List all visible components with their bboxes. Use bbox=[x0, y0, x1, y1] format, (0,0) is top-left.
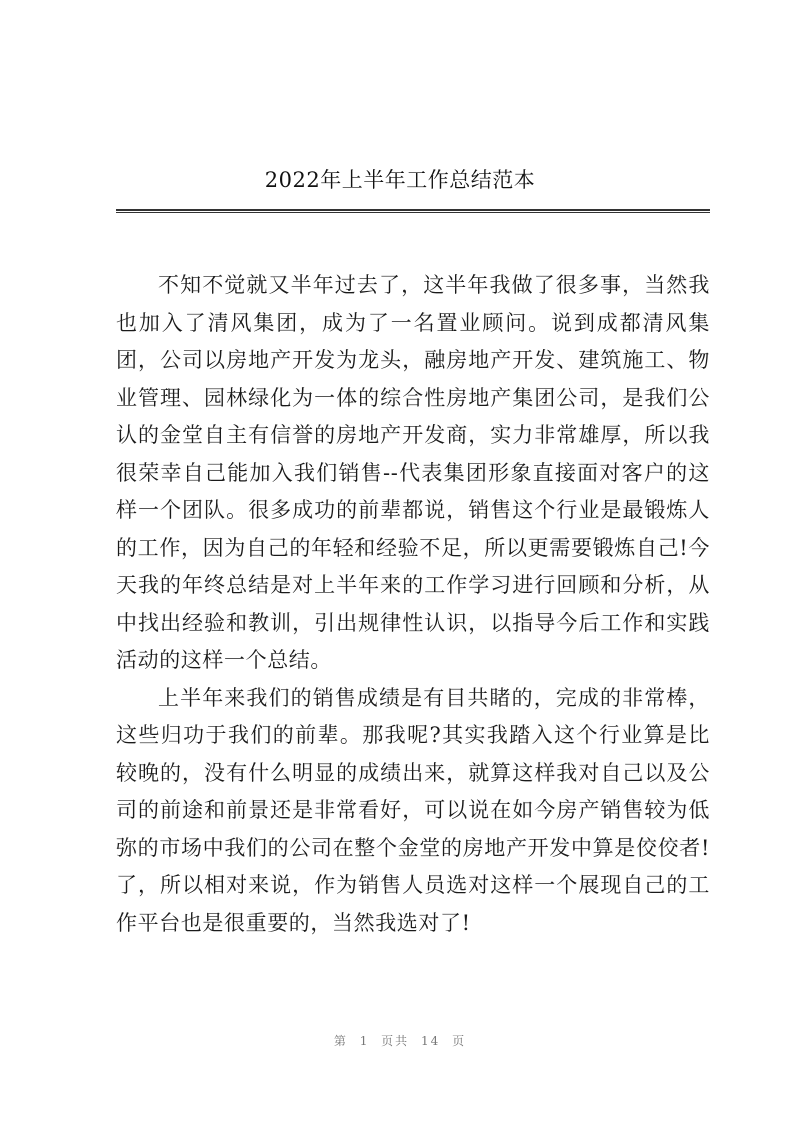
document-title: 2022年上半年工作总结范本 bbox=[264, 168, 536, 192]
document-body bbox=[116, 267, 710, 942]
paragraph: 不知不觉就又半年过去了，这半年我做了很多事，当然我也加入了清风集团，成为了一名置业顾问。说到成都清风集团，公司以房地产开发为龙头，融房地产开发、建筑施工、物业管理、园林绿化为一体的综合性房地产集团公司，是我们公认的金堂自主有信誉的房地产开发商，实力非常雄厚，所以我很荣幸自己能加入我们销售--代表集团形象直接面对客户的这样一个团队。很多成功的前辈都说，销售这个行业是最锻炼人的工作，因为自己的年轻和经验不足，所以更需要锻炼自己!今天我的年终总结是对上半年来的工作学习进行回顾和分析，从中找出经验和教训，引出规律性认识，以指导今后工作和实践活动的这样一个总结。 bbox=[116, 273, 710, 672]
paragraph: 上半年来我们的销售成绩是有目共睹的，完成的非常棒，这些归功于我们的前辈。那我呢?其实我踏入这个行业算是比较晚的，没有什么明显的成绩出来，就算这样我对自己以及公司的前途和前景还是非常看好，可以说在如今房产销售较为低弥的市场中我们的公司在整个金堂的房地产开发中算是佼佼者!了，所以相对来说，作为销售人员选对这样一个展现自己的工作平台也是很重要的，当然我选对了! bbox=[116, 685, 710, 935]
page-number-footer: 第 1 页共 14 页 bbox=[333, 1034, 467, 1048]
title-divider bbox=[116, 209, 710, 213]
